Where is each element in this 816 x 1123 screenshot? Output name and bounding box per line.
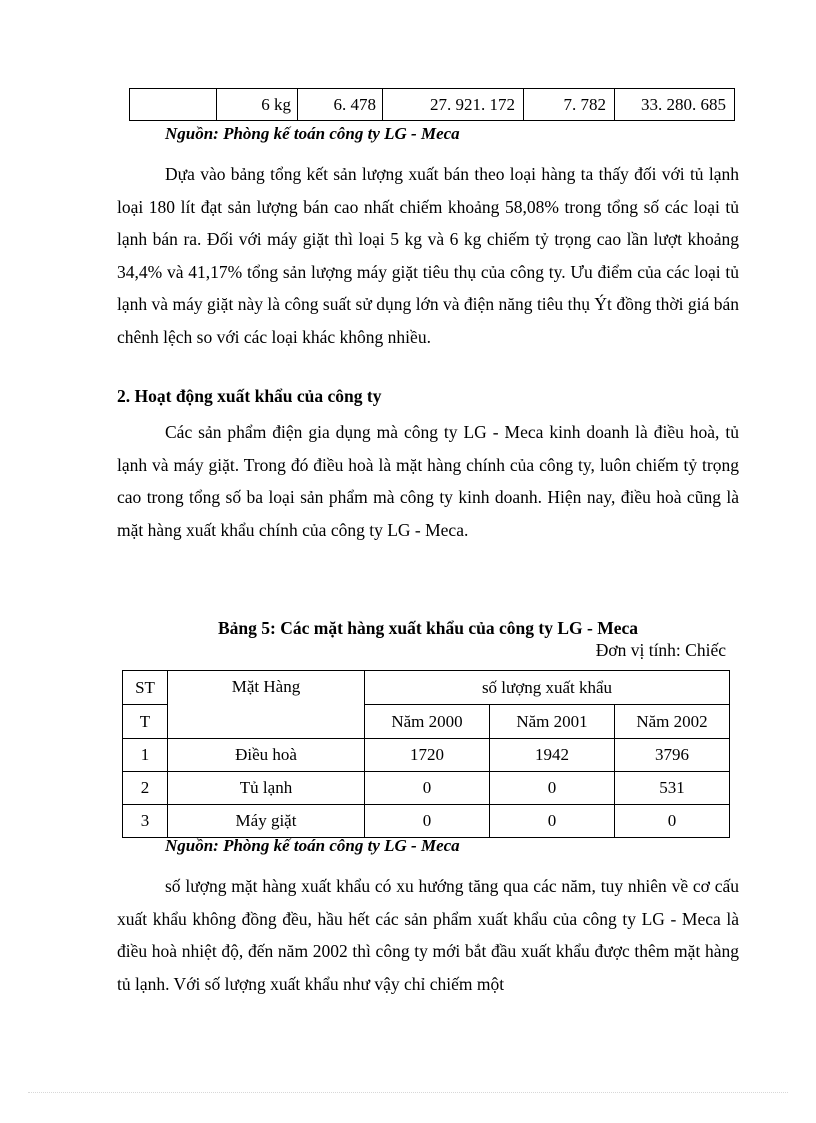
table-row	[123, 772, 730, 805]
table-row	[123, 805, 730, 838]
table-cell: 0	[615, 805, 730, 838]
table-cell: 6 kg	[217, 89, 298, 121]
table-cell: Máy giặt	[168, 805, 365, 838]
table-cell: 1	[123, 739, 168, 772]
table-cell: 0	[490, 805, 615, 838]
table-cell: 3796	[615, 739, 730, 772]
table-cell: 1720	[365, 739, 490, 772]
table-header-cell: số lượng xuất khẩu	[365, 671, 730, 705]
table-cell: 1942	[490, 739, 615, 772]
table-cell	[130, 89, 217, 121]
table-cell: 531	[615, 772, 730, 805]
table-cell: 0	[490, 772, 615, 805]
header-stt-line1: ST	[135, 677, 155, 697]
export-table	[122, 670, 730, 838]
table-header-cell: T	[123, 705, 168, 739]
paragraph: số lượng mặt hàng xuất khẩu có xu hướng tăng qua các năm, tuy nhiên về cơ cấu xuất khẩu không đồng đều, hầu hết các sản phẩm xuất khẩu của công ty LG - Meca là điều hoà nhiệt độ, đến năm 2002 thì công ty mới bắt đầu xuất khẩu được thêm mặt hàng tủ lạnh. Với số lượng xuất khẩu như vậy chỉ chiếm một	[117, 876, 739, 994]
table-cell: 27. 921. 172	[383, 89, 524, 121]
paragraph: Các sản phẩm điện gia dụng mà công ty LG - Meca kinh doanh là điều hoà, tủ lạnh và máy giặt. Trong đó điều hoà là mặt hàng chính của công ty, luôn chiếm tỷ trọng cao trong tổng số ba loại sản phẩm mà công ty kinh doanh. Hiện nay, điều hoà cũng là mặt hàng xuất khẩu chính của công ty LG - Meca.	[117, 422, 739, 540]
table-cell: 2	[123, 772, 168, 805]
source-note: Nguồn: Phòng kế toán công ty LG - Meca	[165, 124, 460, 143]
table-cell: 3	[123, 805, 168, 838]
table-header-cell: Mặt Hàng	[168, 671, 365, 739]
section-heading: 2. Hoạt động xuất khẩu của công ty	[117, 386, 382, 406]
table-cell: Tủ lạnh	[168, 772, 365, 805]
page-footer-rule	[28, 1092, 788, 1093]
source-note: Nguồn: Phòng kế toán công ty LG - Meca	[165, 836, 460, 855]
table-cell: 0	[365, 805, 490, 838]
table-header-cell	[123, 671, 168, 705]
table-row	[130, 89, 735, 121]
table-header-cell: Năm 2002	[615, 705, 730, 739]
sales-table-continuation	[129, 88, 735, 121]
table-unit: Đơn vị tính: Chiếc	[595, 640, 726, 660]
table-title: Bảng 5: Các mặt hàng xuất khẩu của công ty LG - Meca	[217, 618, 638, 638]
table-row	[123, 739, 730, 772]
table-header-cell: Năm 2001	[490, 705, 615, 739]
table-cell: 0	[365, 772, 490, 805]
table-cell: 6. 478	[298, 89, 383, 121]
table-cell: 7. 782	[524, 89, 615, 121]
table-cell: 33. 280. 685	[615, 89, 735, 121]
table-header-cell: Năm 2000	[365, 705, 490, 739]
paragraph: Dựa vào bảng tổng kết sản lượng xuất bán theo loại hàng ta thấy đối với tủ lạnh loại 180 lít đạt sản lượng bán cao nhất chiếm khoảng 58,08% trong tổng số các loại tủ lạnh bán ra. Đối với máy giặt thì loại 5 kg và 6 kg chiếm tỷ trọng cao lần lượt khoảng 34,4% và 41,17% tổng sản lượng máy giặt tiêu thụ của công ty. Ưu điểm của các loại tủ lạnh và máy giặt này là công suất sử dụng lớn và điện năng tiêu thụ Ýt đồng thời giá bán chênh lệch so với các loại khác không nhiều.	[117, 164, 739, 347]
table-cell: Điều hoà	[168, 739, 365, 772]
table-row	[123, 671, 730, 705]
